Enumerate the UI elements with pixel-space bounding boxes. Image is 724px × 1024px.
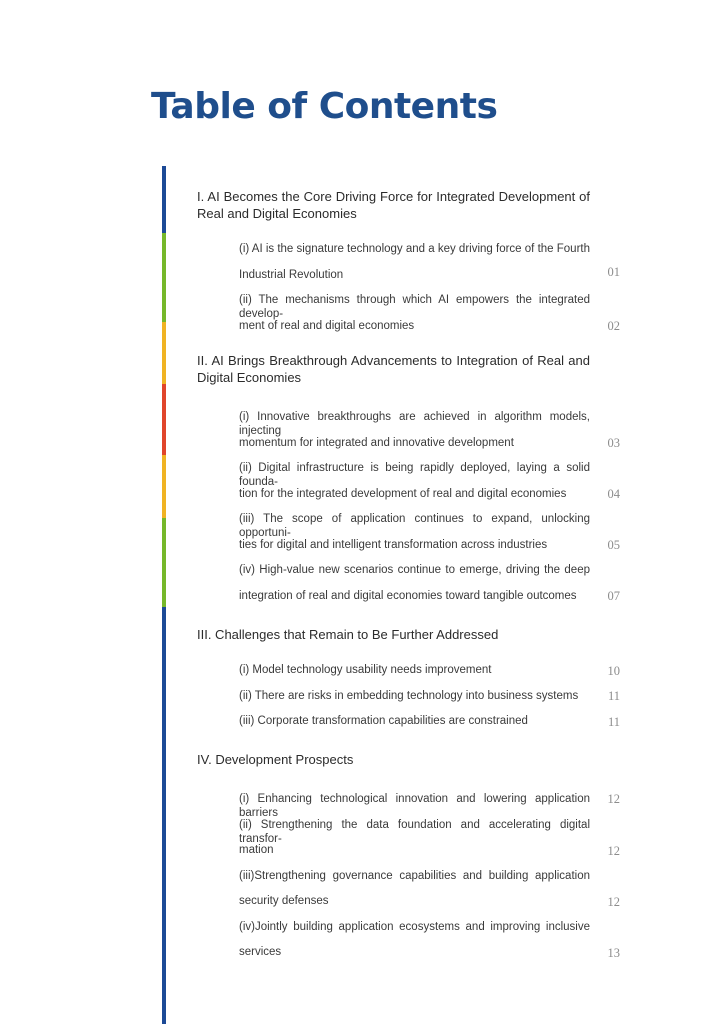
toc-entry-line[interactable]: mation [239, 844, 274, 856]
toc-entry-line[interactable]: (ii) There are risks in embedding technology into business systems [239, 690, 579, 702]
page-number: 12 [607, 844, 620, 858]
section-heading-4[interactable]: IV. Development Prospects [197, 752, 354, 767]
toc-entry-line[interactable]: ment of real and digital economies [239, 320, 415, 332]
page-number: 10 [607, 664, 620, 678]
page-number: 05 [607, 538, 620, 552]
toc-entry-line[interactable]: tion for the integrated development of real and digital economies [239, 488, 567, 500]
toc-entry-line[interactable]: (i) Model technology usability needs improvement [239, 664, 492, 676]
rule-segment-green [162, 233, 166, 322]
toc-entry-line[interactable]: momentum for integrated and innovative development [239, 437, 514, 449]
page-number: 07 [607, 589, 620, 603]
toc-entry-line[interactable]: (i) Innovative breakthroughs are achieved in algorithm models, injecting [239, 411, 590, 437]
toc-entry-line[interactable]: integration of real and digital economies toward tangible outcomes [239, 590, 577, 602]
rule-segment-yellow-2 [162, 455, 166, 518]
toc-entry-line[interactable]: (iii) The scope of application continues to expand, unlocking opportuni- [239, 513, 590, 539]
toc-entry-line[interactable]: (ii) Strengthening the data foundation and accelerating digital transfor- [239, 819, 590, 845]
rule-segment-blue-bottom [162, 607, 166, 1024]
page-number: 03 [607, 436, 620, 450]
page-number: 13 [607, 946, 620, 960]
toc-entry-line[interactable]: (iii) Corporate transformation capabilities are constrained [239, 715, 528, 727]
toc-entry-line[interactable]: (ii) Digital infrastructure is being rapidly deployed, laying a solid founda- [239, 462, 590, 488]
page-number: 12 [607, 792, 620, 806]
toc-entry-line[interactable]: ties for digital and intelligent transformation across industries [239, 539, 548, 551]
toc-entry-line[interactable]: security defenses [239, 895, 329, 907]
page-title: Table of Contents [151, 86, 498, 127]
rule-segment-yellow [162, 322, 166, 384]
rule-segment-green-2 [162, 518, 166, 607]
toc-entry-line[interactable]: (iv) High-value new scenarios continue to emerge, driving the deep [239, 564, 590, 576]
section-heading-2[interactable]: II. AI Brings Breakthrough Advancements to Integration of Real and Digital Economies [197, 353, 590, 385]
toc-entry-line[interactable]: (iv)Jointly building application ecosystems and improving inclusive [239, 921, 590, 933]
rule-segment-blue-top [162, 166, 166, 233]
toc-entry-line[interactable]: (iii)Strengthening governance capabilities and building application [239, 870, 590, 882]
page-number: 11 [607, 715, 620, 729]
section-heading-3[interactable]: III. Challenges that Remain to Be Further Addressed [197, 627, 499, 642]
page-number: 11 [607, 689, 620, 703]
rule-segment-red [162, 384, 166, 455]
page-number: 02 [607, 319, 620, 333]
page-number: 04 [607, 487, 620, 501]
section-heading-1[interactable]: I. AI Becomes the Core Driving Force for Integrated Development of Real and Digital Economies [197, 189, 590, 221]
toc-entry-line[interactable]: services [239, 946, 282, 958]
page-number: 12 [607, 895, 620, 909]
page-number: 01 [607, 265, 620, 279]
toc-entry-line[interactable]: Industrial Revolution [239, 269, 344, 281]
toc-entry-line[interactable]: (ii) The mechanisms through which AI empowers the integrated develop- [239, 294, 590, 320]
toc-entry-line[interactable]: (i) Enhancing technological innovation and lowering application barriers [239, 793, 590, 819]
toc-entry-line[interactable]: (i) AI is the signature technology and a key driving force of the Fourth [239, 243, 590, 255]
